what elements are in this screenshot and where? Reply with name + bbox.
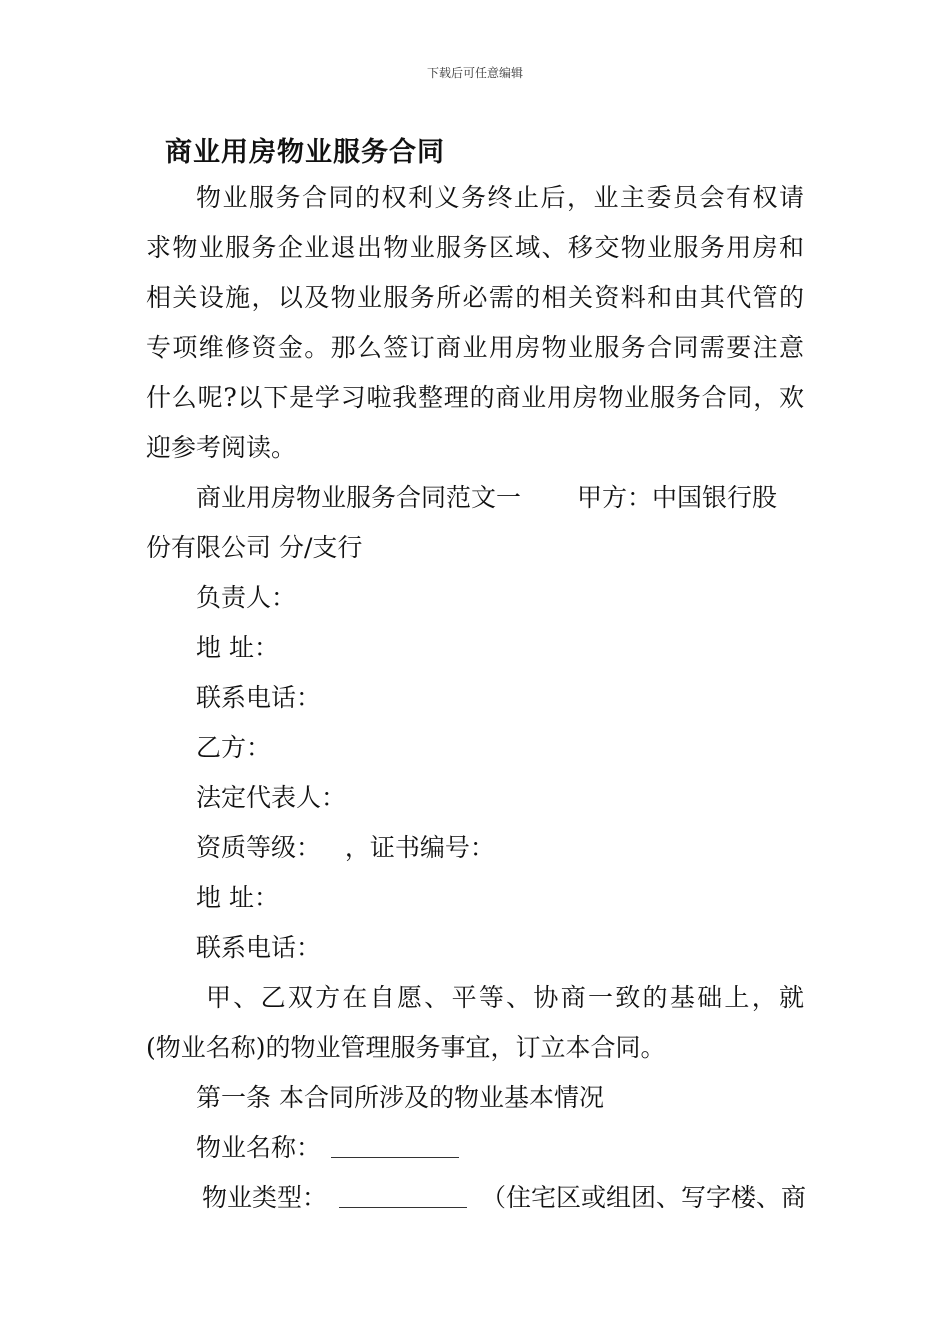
intro-line-1: 物业服务合同的权利义务终止后，业主委员会有权请 bbox=[196, 183, 804, 212]
field-party-b: 乙方： bbox=[196, 733, 272, 762]
article-1-heading: 第一条 本合同所涉及的物业基本情况 bbox=[196, 1083, 604, 1112]
property-type-label: 物业类型： bbox=[202, 1183, 328, 1212]
property-type-blank bbox=[339, 1183, 467, 1208]
intro-line-5: 什么呢?以下是学习啦我整理的商业用房物业服务合同，欢 bbox=[146, 383, 804, 412]
page-header: 下载后可任意编辑 bbox=[426, 66, 523, 80]
intro-line-2: 求物业服务企业退出物业服务区域、移交物业服务用房和 bbox=[146, 233, 804, 262]
property-type-tail: （住宅区或组团、写字楼、商 bbox=[481, 1183, 807, 1212]
property-name-label: 物业名称： bbox=[196, 1133, 322, 1162]
property-name-blank bbox=[331, 1133, 459, 1158]
field-responsible: 负责人： bbox=[196, 583, 297, 612]
field-address-b: 地 址： bbox=[196, 883, 279, 912]
agreement-line-1: 甲、乙双方在自愿、平等、协商一致的基础上，就 bbox=[206, 983, 804, 1012]
field-phone-a: 联系电话： bbox=[196, 683, 322, 712]
sample-heading-line bbox=[196, 480, 777, 516]
field-legal-rep: 法定代表人： bbox=[196, 783, 347, 812]
sample-title: 商业用房物业服务合同范文一 bbox=[196, 483, 522, 512]
field-phone-b: 联系电话： bbox=[196, 933, 322, 962]
party-a-head: 甲方：中国银行股 bbox=[577, 483, 778, 512]
intro-line-4: 专项维修资金。那么签订商业用房物业服务合同需要注意 bbox=[146, 333, 804, 362]
document-title: 商业用房物业服务合同 bbox=[165, 137, 445, 168]
agreement-line-2: (物业名称)的物业管理服务事宜，订立本合同。 bbox=[146, 1033, 666, 1062]
field-address-a: 地 址： bbox=[196, 633, 279, 662]
field-qualification: 资质等级： ，证书编号： bbox=[196, 833, 495, 862]
intro-line-3: 相关设施，以及物业服务所必需的相关资料和由其代管的 bbox=[146, 283, 804, 312]
intro-line-6: 迎参考阅读。 bbox=[146, 433, 297, 462]
property-name-line bbox=[196, 1130, 459, 1166]
property-type-line bbox=[202, 1180, 806, 1216]
party-a-tail: 份有限公司 分/支行 bbox=[146, 533, 363, 562]
